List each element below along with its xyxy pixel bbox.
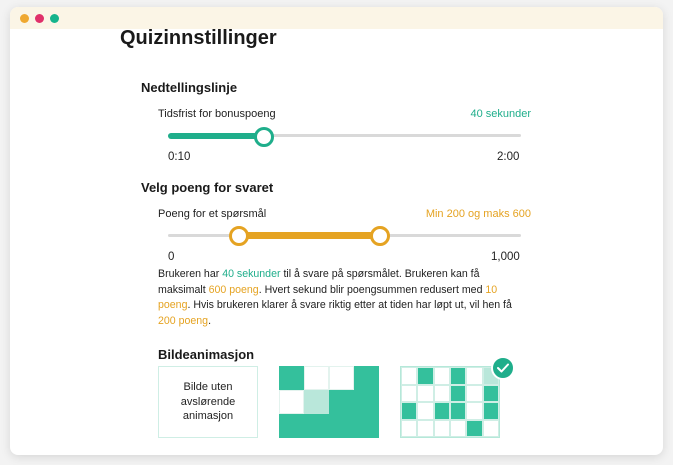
summary-part: Brukeren har [158, 268, 223, 280]
preview-cell [417, 367, 433, 385]
preview-cell [304, 390, 329, 414]
countdown-label: Tidsfrist for bonuspoeng [158, 108, 276, 120]
preview-cell [434, 367, 450, 385]
preview-cell [434, 385, 450, 403]
preview-cell [304, 414, 329, 438]
preview-cell [450, 367, 466, 385]
preview-cell [329, 390, 354, 414]
preview-cell [401, 385, 417, 403]
preview-cell [466, 420, 482, 438]
summary-part: . Hvert sekund blir poengsummen redusert med [258, 283, 486, 296]
preview-cell [483, 385, 499, 403]
preview-cell [401, 420, 417, 438]
animation-option-tiles[interactable] [400, 366, 500, 438]
preview-cell [401, 367, 417, 385]
window-close-dot[interactable] [20, 14, 29, 23]
points-heading: Velg poeng for svaret [141, 180, 274, 195]
points-max-thumb[interactable] [370, 226, 390, 246]
preview-cell [279, 390, 304, 414]
preview-cell [466, 402, 482, 420]
points-value: Min 200 og maks 600 [425, 208, 531, 220]
preview-cell [434, 420, 450, 438]
summary-min-points: 200 poeng [158, 314, 209, 327]
preview-cell [401, 402, 417, 420]
selected-check-icon [491, 356, 515, 380]
summary-seconds: 40 sekunder [222, 268, 281, 280]
countdown-heading: Nedtellingslinje [141, 80, 238, 95]
preview-cell [354, 414, 379, 438]
countdown-min-label: 0:10 [168, 151, 191, 163]
animation-blocks-preview [279, 366, 379, 438]
summary-part: . [208, 314, 212, 327]
preview-cell [329, 366, 354, 390]
preview-cell [434, 402, 450, 420]
animation-option-none[interactable] [158, 366, 258, 438]
preview-cell [466, 367, 482, 385]
preview-cell [450, 402, 466, 420]
window-maximize-dot[interactable] [50, 14, 59, 23]
summary-decrement: 10 poeng [158, 283, 498, 311]
preview-cell [450, 420, 466, 438]
page-title: Quizinnstillinger [120, 27, 277, 49]
points-max-label: 1,000 [491, 251, 520, 263]
preview-cell [417, 402, 433, 420]
window-minimize-dot[interactable] [35, 14, 44, 23]
preview-cell [483, 402, 499, 420]
title-bar [10, 7, 663, 29]
animation-tiles-preview [401, 367, 499, 437]
points-fill [239, 232, 380, 239]
preview-cell [417, 420, 433, 438]
preview-cell [483, 420, 499, 438]
image-animation-heading: Bildeanimasjon [158, 347, 255, 362]
preview-cell [466, 385, 482, 403]
preview-cell [279, 366, 304, 390]
points-label: Poeng for et spørsmål [158, 208, 267, 220]
preview-cell [354, 366, 379, 390]
countdown-max-label: 2:00 [497, 151, 520, 163]
summary-text [158, 267, 512, 329]
points-min-thumb[interactable] [229, 226, 249, 246]
animation-option-blocks[interactable] [279, 366, 379, 438]
preview-cell [329, 414, 354, 438]
summary-max-points: 600 poeng [208, 283, 259, 296]
preview-cell [304, 366, 329, 390]
countdown-fill [168, 133, 264, 139]
preview-cell [354, 390, 379, 414]
points-min-label: 0 [168, 251, 175, 263]
summary-part: . Hvis brukeren klarer å svare riktig etter at tiden har løpt ut, vil hen få [187, 299, 512, 311]
preview-cell [450, 385, 466, 403]
preview-cell [279, 414, 304, 438]
countdown-value: 40 sekunder [470, 108, 531, 120]
summary-part: til å svare på spørsmålet. Brukeren kan få maksimalt [158, 268, 480, 296]
animation-option-none-label: Bilde uten avslørende animasjon [180, 381, 236, 423]
preview-cell [417, 385, 433, 403]
